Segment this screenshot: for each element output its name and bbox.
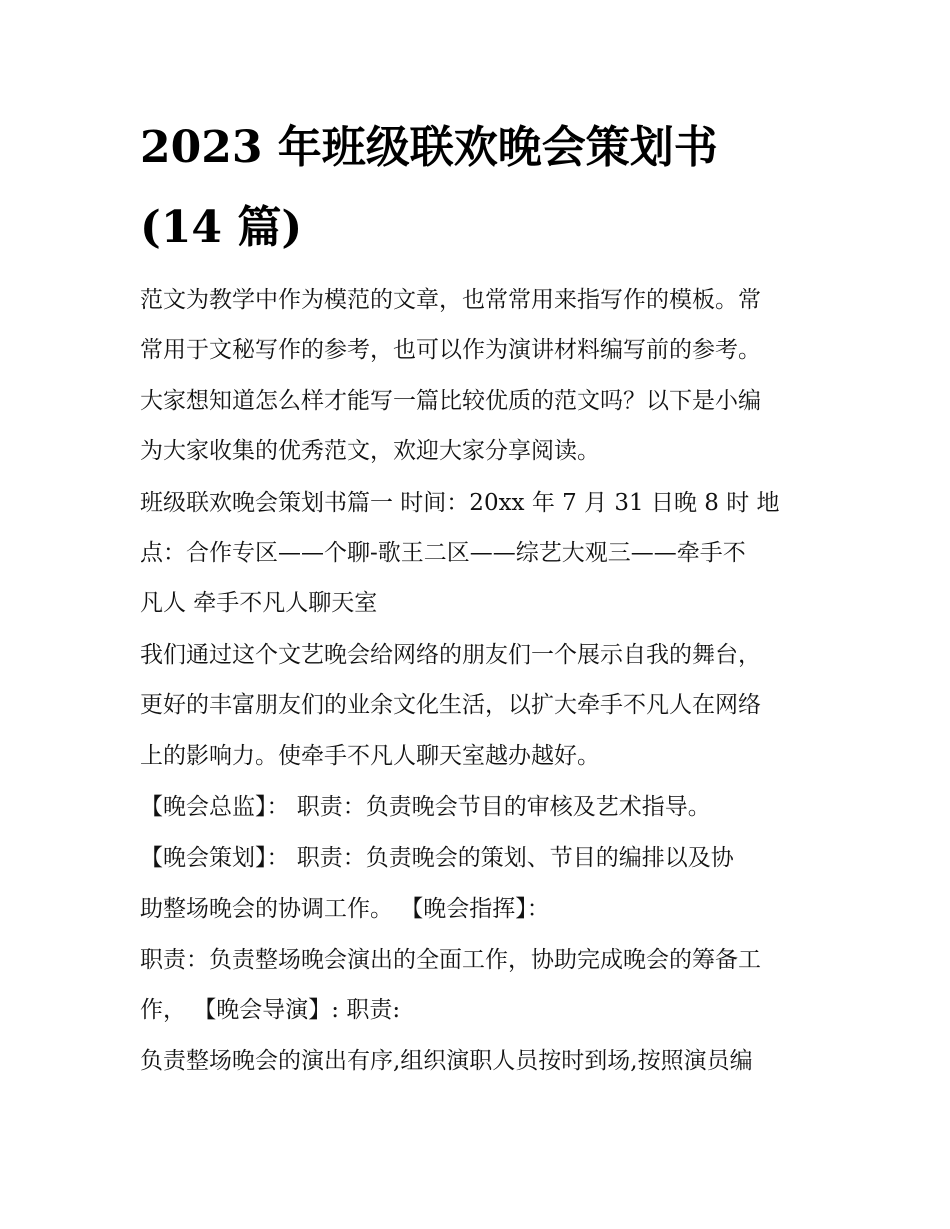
role-director-line: 【晚会总监】： 职责：负责晚会节目的审核及艺术指导。	[140, 794, 711, 820]
section-one-line-1: 班级联欢晚会策划书篇一 时间：20xx 年 7 月 31 日晚 8 时 地	[140, 490, 780, 516]
role-planner-line-1: 【晚会策划】： 职责：负责晚会的策划、节目的编排以及协	[140, 845, 734, 871]
document-title-line-1: 2023 年班级联欢晚会策划书	[140, 122, 718, 173]
role-planner-line-2: 助整场晚会的协调工作。 【晚会指挥】：	[140, 896, 550, 922]
intro-line-3: 大家想知道怎么样才能写一篇比较优质的范文吗？以下是小编	[140, 388, 761, 414]
intro-line-4: 为大家收集的优秀范文，欢迎大家分享阅读。	[140, 438, 600, 464]
section-one-line-3: 凡人 牵手不凡人聊天室	[140, 590, 378, 616]
intro-line-2: 常用于文秘写作的参考，也可以作为演讲材料编写前的参考。	[140, 337, 761, 363]
role-conductor-line-1: 职责：负责整场晚会演出的全面工作，协助完成晚会的筹备工	[140, 947, 761, 973]
section-one-line-2: 点：合作专区——个聊-歌王二区——综艺大观三——牵手不	[140, 540, 746, 566]
purpose-line-3: 上的影响力。使牵手不凡人聊天室越办越好。	[140, 743, 600, 769]
purpose-line-1: 我们通过这个文艺晚会给网络的朋友们一个展示自我的舞台，	[140, 642, 761, 668]
role-stage-director-line: 负责整场晚会的演出有序,组织演职人员按时到场,按照演员编	[140, 1048, 753, 1074]
purpose-line-2: 更好的丰富朋友们的业余文化生活，以扩大牵手不凡人在网络	[140, 692, 761, 718]
role-conductor-line-2: 作， 【晚会导演】: 职责:	[140, 997, 401, 1023]
intro-line-1: 范文为教学中作为模范的文章，也常常用来指写作的模板。常	[140, 287, 761, 313]
document-title-line-2: (14 篇)	[140, 202, 303, 253]
